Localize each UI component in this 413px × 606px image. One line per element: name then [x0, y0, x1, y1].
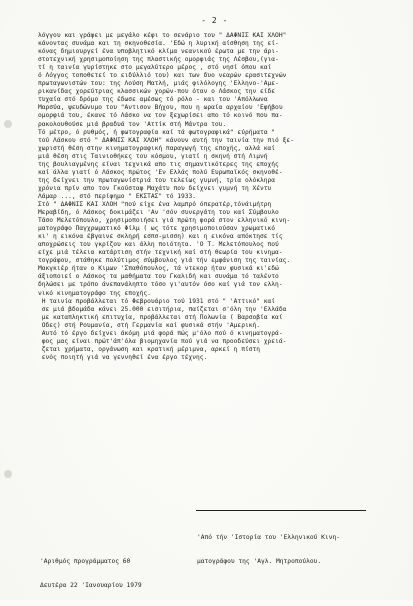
page-number: - 2 -	[201, 16, 228, 25]
text-line: αποχρώσεις του γκρίζου και άλλη ποιότητα. 'Ο Τ. Μελετόπουλος πού	[38, 241, 279, 249]
text-line: στοτεχνική χρησιμοποίηση της πλαστικής ομορφιάς της Λέσβου,(για-	[38, 56, 279, 64]
text-line: ζεται χρήματα, οργάνωση και κρατική μέριμνα, αρκεί η πίστη	[38, 345, 261, 353]
text-line: τυχαία στό δρόμο της έδωσε αμέσως τό ρόλο - και του 'Απόλλωνα	[38, 96, 268, 104]
text-line: λόγγου και γράφει με μεγάλο κέφι το σενάριο του " ΔΑΦΝΙΣ ΚΑΙ ΧΛΟΗ"	[38, 32, 287, 39]
text-line: Μακγκιέρ ήταν ο Κιμων 'Σπαθόπουλος, τά ντεκορ ήταν φυσικά κι'εδώ	[38, 265, 279, 273]
text-line: Αυτό τό έργο δείχνει άκόμη μιά φορά πώς μ'όλο πού ό κινηματογρά-	[38, 329, 283, 337]
text-line: κάνοντας συνάμα και τη σκηνοθεσία. 'Εδώ η λυρική αίσθηση της εί-	[38, 40, 279, 48]
body-text	[38, 32, 391, 362]
text-line: δηλώσει με τρόπο άνεπανάληπτο τόσο γι'αυτόν όσο καί γιά τον ελλη-	[38, 281, 283, 289]
text-line: ματογράφο Παγχρωματικό Φίλμ ( ως τότε χρησιμοποιούσαν χρωματικό	[38, 225, 276, 233]
text-line: πρωταγωνιστών του: της Λούση Ματλή, μιάς φιλόλογης 'Ελληνο-'Αμε-	[38, 80, 279, 88]
attribution-line: ματογράφου της 'Αγλ. Μητροπούλου.	[197, 558, 322, 565]
text-line: καί άλλα γιατί ό Λάσκος πρώτος 'Εν Ελλάς πολύ Ευρωπαϊκός σκηνοθέ-	[38, 168, 283, 176]
text-line: τί η ταινία γυρίστηκε στο μεγαλύτερο μέρος , στό νησί όπου καί	[38, 64, 272, 72]
text-line: χωριστή θέση στην κινηματογραφική παραγωγή της εποχής, αλλά καί	[38, 144, 276, 152]
text-line: χρόνια πρίν απο τον Γκούσταφ Μαχάτυ που δείχνει γυμνή τη Χέντυ	[38, 184, 272, 192]
text-line: Μεραβίδη, ό Λάσκος δοκιμάζει 'Αν 'σόν συνεργάτη του καί Σύμβουλο	[38, 209, 279, 217]
footer-rule	[196, 510, 366, 511]
text-line: τογράφου, στάθηκε πολύτιμος σύμβουλος γιά τήν εμφάνιση της ταινίας.	[38, 257, 291, 265]
text-line: της βουλιαγμένης είναι τεχνικά απο τις σημαντικότερες της εποχής	[38, 160, 279, 168]
text-line: τού Λάσκου στό " ΔΑΦΝΙΣ ΚΑΙ ΧΛΟΗ" κάνουν αυτή την ταινία την πιό ξε-	[38, 136, 294, 144]
text-line: ρακολουθούσε μιά βραδυά τον 'Αττίκ στή Μάντρα του.	[38, 120, 227, 128]
text-line: Στό " ΔΑΦΝΙΣ ΚΑΙ ΧΛΟΗ "πού είχε ένα λαμπρό όπερατέρ,τόνάιμήτρη	[38, 200, 272, 208]
program-number: 'Αριθμός προγράμματος 60	[40, 558, 131, 565]
text-line: άξιοποιεί ο Λάσκος τα μαθήματα του Γκαλιδή και συνάμα τό ταλέντο	[38, 273, 279, 281]
text-line: ομορφιά του, έκανε τό Λάσκο να τον ξεχωρίσει απο τό κοινό που πα-	[38, 112, 283, 120]
program-date: Δευτέρα 22 'Ιανουαρίου 1979	[40, 582, 142, 589]
text-line: Λάμαρ ..., στό περίφημο " ΕΚΣΤΑΣ" τό 1933.	[38, 192, 197, 200]
text-line: Τό μέτρο, ό ρυθμός, ή φωτογραφία καί τά φωτογραφικά" εύρήματα "	[38, 128, 276, 136]
text-line: Οδες) στή Ρουμανία, στή Γερμανία καί φυσικά στήν 'Αμερική.	[38, 321, 261, 329]
text-line: Μαρσύα, ψευδώνυμο του "Αντισον Βήχου, που η ωραία αρχαίου 'Εφήβου	[38, 104, 283, 112]
text-line: ρικανίδας χορεύτριας κλασσικών χορών-που όταν ο Λάσκος την είδε	[38, 88, 276, 96]
program-meta	[40, 542, 142, 606]
text-line: νικό κινηματογράφο της εποχής.	[38, 289, 151, 297]
punch-hole	[4, 470, 12, 478]
text-line: φος μας είναι πρώτ'άπ'όλα βιομηχανία πού γιά να προοδεύσει χρειά-	[38, 337, 287, 345]
text-line: μιά θέση στις Ταινιοθήκες του κόσμου, γιατί η σκηνή στή Λιμνή	[38, 152, 268, 160]
text-line: κόνας δημιουργεί ένα υποβλητικό κλίμα νεανικού έρωτα με την άρι-	[38, 48, 279, 56]
text-line: με καταπληκτική επιτυχία, προβάλλεται στή Πολωνία ( Βαρσοβία καί	[38, 313, 283, 321]
text-line: σε μιά βδομάδα κάνει 25.000 εισιτήρια, παίζεται σ'όλη την 'Ελλάδα	[38, 305, 287, 313]
text-line: είχε μιά τέλεια κατάρτιση στήν τεχνική καί στή θεωρία του κινημα-	[38, 249, 283, 257]
attribution	[197, 518, 340, 582]
text-line: ενός ποιητή γιά να γεννηθεί ένα έργο τέχνης.	[38, 353, 208, 361]
text-line: κι' η εικόνα έβγαινε σκληρή εσπσ-μισση) και η εικόνα απόκτησε τίς	[38, 233, 283, 241]
punch-hole	[4, 120, 12, 128]
text-line: ό Λόγγος τοποθετεί το ειδύλλιό του) και των δυο νεαρών ερασιτεχνών	[38, 72, 287, 80]
text-line: της δείχνει την πρωταγωνίστριά του τελείως γυμνή, τρία ολόκληρα	[38, 176, 276, 184]
attribution-line: 'Από τήν 'Ιστορία του 'Ελληνικού Κινη-	[197, 534, 340, 541]
text-line: Τάσο Μελετόπουλο, χρησιμοποιήσει γιά πρώτη φορά στον ελληνικό κινη-	[38, 217, 291, 225]
text-line: Η ταινία προβάλλεται τό Φεβρουάριο τού 1931 στό " 'Αττικό" καί	[38, 297, 276, 305]
